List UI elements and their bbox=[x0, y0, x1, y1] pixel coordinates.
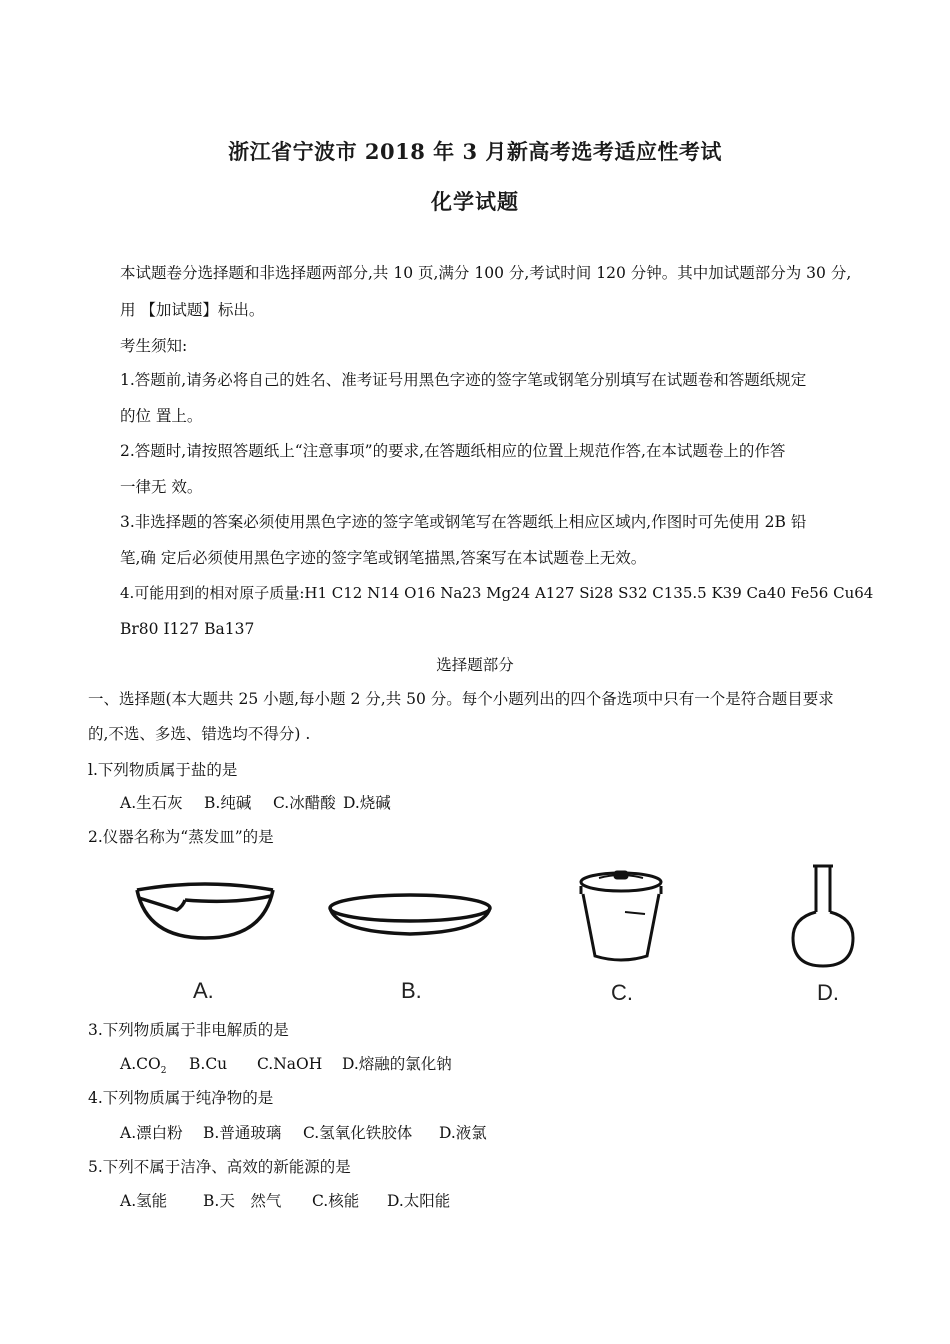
question-1-stem: l.下列物质属于盐的是 bbox=[88, 761, 238, 779]
exam-title: 浙江省宁波市 2018 年 3 月新高考选考适应性考试 bbox=[228, 139, 722, 164]
question-2-stem: 2.仪器名称为“蒸发皿”的是 bbox=[88, 828, 274, 846]
apparatus-svg bbox=[125, 860, 895, 1010]
option-c: C.核能 bbox=[312, 1192, 360, 1210]
question-3-stem: 3.下列物质属于非电解质的是 bbox=[88, 1021, 289, 1039]
option-b: B.天 然气 bbox=[203, 1192, 282, 1210]
question-4-options bbox=[120, 1123, 487, 1143]
question-5-stem: 5.下列不属于洁净、高效的新能源的是 bbox=[88, 1158, 351, 1176]
intro-line-2: 用 【加试题】标出。 bbox=[120, 301, 265, 319]
notice-heading: 考生须知: bbox=[120, 337, 188, 355]
option-d: D.熔融的氯化钠 bbox=[342, 1055, 452, 1073]
section-title: 选择题部分 bbox=[436, 656, 514, 674]
section-desc-b: 的,不选、多选、错选均不得分) . bbox=[88, 725, 311, 743]
intro-line-1: 本试题卷分选择题和非选择题两部分,共 10 页,满分 100 分,考试时间 120 分钟。其中加试题部分为 30 分, bbox=[120, 264, 852, 282]
figure-label-c: C. bbox=[611, 980, 633, 1005]
subscript-2: 2 bbox=[160, 1066, 167, 1077]
option-a: $A.CO_2$ bbox=[120, 1055, 167, 1077]
exam-subtitle: 化学试题 bbox=[431, 189, 519, 214]
section-desc-a: 一、选择题(本大题共 25 小题,每小题 2 分,共 50 分。每个小题列出的四个备选项中只有一个是符合题目要求 bbox=[88, 690, 834, 708]
option-b: B.普通玻璃 bbox=[203, 1124, 282, 1142]
option-a: A.氢能 bbox=[120, 1192, 168, 1210]
question-1-options bbox=[120, 793, 391, 813]
option-a: A.生石灰 bbox=[120, 794, 183, 812]
notice-1b: 的位 置上。 bbox=[120, 407, 203, 425]
question-5-options bbox=[120, 1191, 450, 1211]
notice-2b: 一律无 效。 bbox=[120, 478, 203, 496]
question-4-stem: 4.下列物质属于纯净物的是 bbox=[88, 1089, 274, 1107]
option-b: B.Cu bbox=[189, 1055, 228, 1073]
crucible-drawing bbox=[581, 872, 661, 960]
option-d: D.液氯 bbox=[439, 1124, 487, 1142]
notice-4b: Br80 I127 Ba137 bbox=[120, 620, 255, 638]
notice-3b: 笔,确 定后必须使用黑色字迹的签字笔或钢笔描黑,答案写在本试题卷上无效。 bbox=[120, 549, 647, 567]
option-c: C.氢氧化铁胶体 bbox=[303, 1124, 413, 1142]
figure-label-d: D. bbox=[817, 980, 839, 1005]
notice-3a: 3.非选择题的答案必须使用黑色字迹的签字笔或钢笔写在答题纸上相应区域内,作图时可先使用 2B 铅 bbox=[120, 513, 807, 531]
option-b: B.纯碱 bbox=[204, 794, 252, 812]
round-flask-drawing bbox=[793, 866, 853, 966]
option-c: C.NaOH bbox=[257, 1055, 323, 1073]
evaporating-dish-drawing bbox=[137, 884, 273, 938]
question-3-options bbox=[120, 1054, 452, 1081]
notice-2a: 2.答题时,请按照答题纸上“注意事项”的要求,在答题纸相应的位置上规范作答,在本试题卷上的作答 bbox=[120, 442, 786, 460]
apparatus-figure bbox=[125, 860, 895, 1010]
option-c: C.冰醋酸 bbox=[273, 794, 336, 812]
figure-label-a: A. bbox=[193, 978, 214, 1003]
option-d: D.太阳能 bbox=[387, 1192, 451, 1210]
notice-1a: 1.答题前,请务必将自己的姓名、准考证号用黑色字迹的签字笔或钢笔分别填写在试题卷和答题纸规定 bbox=[120, 371, 807, 389]
notice-4a: 4.可能用到的相对原子质量:H1 C12 N14 O16 Na23 Mg24 A127 Si28 S32 C135.5 K39 Ca40 Fe56 Cu64 bbox=[120, 584, 874, 602]
shallow-dish-drawing bbox=[330, 895, 490, 934]
option-d: D.烧碱 bbox=[343, 794, 391, 812]
option-a: A.漂白粉 bbox=[120, 1124, 183, 1142]
figure-label-b: B. bbox=[401, 978, 422, 1003]
